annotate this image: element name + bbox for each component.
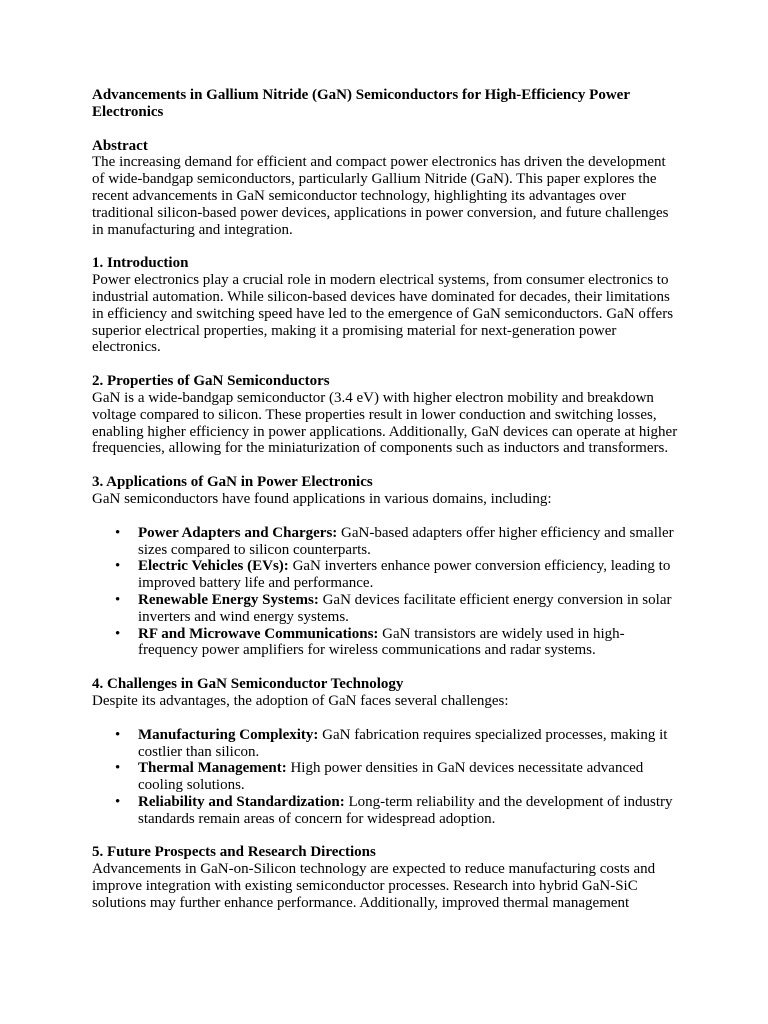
section-heading: 5. Future Prospects and Research Directions — [92, 844, 376, 861]
list-item — [115, 558, 680, 592]
list-item — [115, 726, 680, 761]
list-item-term: Reliability and Standardization: — [138, 793, 345, 810]
section-text: Despite its advantages, the adoption of GaN faces several challenges: — [92, 692, 509, 709]
section-text: GaN semiconductors have found applications in various domains, including: — [92, 490, 552, 507]
bullet-icon: • — [115, 793, 121, 810]
section-challenges — [92, 676, 680, 827]
section-heading: 1. Introduction — [92, 255, 189, 272]
abstract-text: The increasing demand for efficient and compact power electronics has driven the development of wide-bandgap semiconductors, particularly Gallium Nitride (GaN). This paper explores the recent advancements in GaN semiconductor technology, highlighting its advantages over traditional silicon-based power devices, applications in power conversion, and future challenges in manufacturing and integration. — [92, 154, 669, 238]
bullet-icon: • — [115, 558, 121, 575]
section-text: Advancements in GaN-on-Silicon technology are expected to reduce manufacturing costs and improve integration with existing semiconductor processes. Research into hybrid GaN-SiC solutions may further enhance performance. Additionally, improved thermal management — [92, 861, 656, 911]
list-item-term: Power Adapters and Chargers: — [138, 524, 338, 541]
section-introduction — [92, 255, 680, 356]
abstract-heading: Abstract — [92, 137, 148, 154]
list-item-term: Renewable Energy Systems: — [138, 591, 319, 608]
list-item-text: Long-term reliability and the development of industry standards remain areas of concern for widespread adoption. — [138, 793, 673, 827]
section-heading: 4. Challenges in GaN Semiconductor Technology — [92, 676, 404, 693]
section-text: GaN is a wide-bandgap semiconductor (3.4 eV) with higher electron mobility and breakdown voltage compared to silicon. These properties result in lower conduction and switching losses, enabling higher efficiency in power applications. Additionally, GaN devices can operate at higher frequencies, allowing for the miniaturization of components such as inductors and transformers. — [92, 389, 678, 457]
bullet-icon: • — [115, 524, 121, 541]
abstract-section — [92, 138, 680, 239]
list-item — [115, 591, 680, 626]
document-title: Advancements in Gallium Nitride (GaN) Semiconductors for High-Efficiency Power Electronics — [92, 87, 630, 120]
section-heading: 3. Applications of GaN in Power Electronics — [92, 474, 373, 491]
bullet-icon: • — [115, 591, 121, 608]
bullet-icon: • — [115, 726, 121, 743]
list-item — [115, 524, 680, 559]
list-item-term: Electric Vehicles (EVs): — [138, 558, 289, 575]
section-text: Power electronics play a crucial role in modern electrical systems, from consumer electronics to industrial automation. While silicon-based devices have dominated for decades, their limitations in efficiency and switching speed have led to the emergence of GaN semiconductors. GaN offers superior electrical properties, making it a promising material for next-generation power electronics. — [92, 272, 674, 356]
section-heading: 2. Properties of GaN Semiconductors — [92, 373, 330, 390]
list-item-text: High power densities in GaN devices necessitate advanced cooling solutions. — [138, 760, 644, 794]
list-item — [115, 760, 680, 794]
section-future-prospects — [92, 844, 680, 911]
section-applications — [92, 474, 680, 659]
list-item — [115, 625, 680, 660]
section-properties — [92, 373, 680, 457]
list-item-term: Manufacturing Complexity: — [138, 726, 319, 743]
bullet-icon: • — [115, 760, 121, 777]
list-item-term: RF and Microwave Communications: — [138, 625, 379, 642]
list-item — [115, 793, 680, 828]
challenges-list — [92, 727, 680, 828]
list-item-text: GaN inverters enhance power conversion efficiency, leading to improved battery life and performance. — [138, 558, 671, 592]
list-item-text: GaN-based adapters offer higher efficiency and smaller sizes compared to silicon counterparts. — [138, 524, 674, 558]
list-item-term: Thermal Management: — [138, 760, 287, 777]
list-item-text: GaN transistors are widely used in high-frequency power amplifiers for wireless communications and radar systems. — [138, 625, 625, 659]
list-item-text: GaN devices facilitate efficient energy conversion in solar inverters and wind energy systems. — [138, 591, 672, 625]
applications-list — [92, 525, 680, 659]
bullet-icon: • — [115, 625, 121, 642]
document-page — [92, 87, 680, 929]
list-item-text: GaN fabrication requires specialized processes, making it costlier than silicon. — [138, 726, 668, 760]
